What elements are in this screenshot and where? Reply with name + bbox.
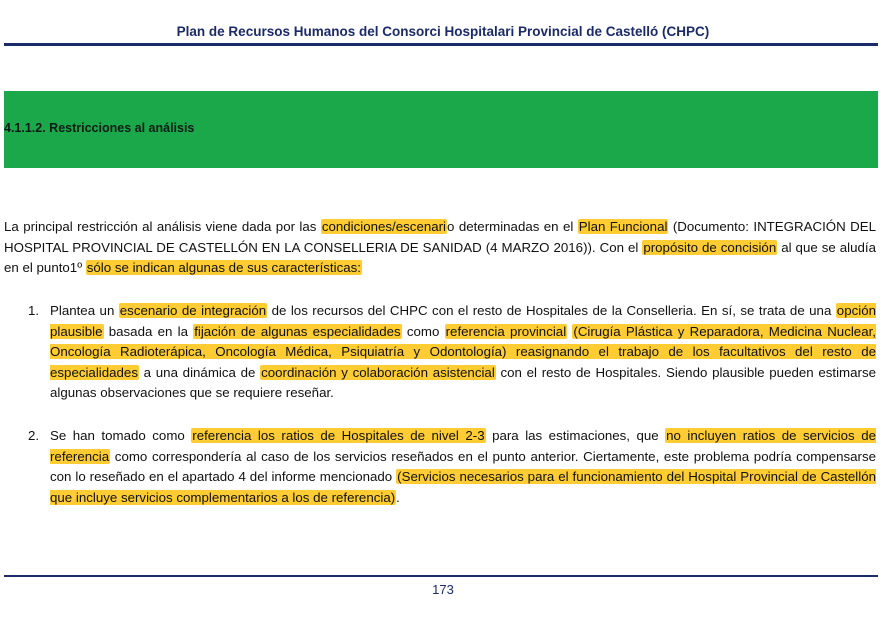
item-text: . xyxy=(396,489,400,505)
highlight: (Servicios necesarios para el funcionamiento del Hospital Provincial de Castellón que incluye servicios complementarios a los de referencia) xyxy=(50,469,877,505)
item-text: Plantea un xyxy=(50,303,119,318)
header-divider xyxy=(4,43,878,46)
highlight: referencia provincial xyxy=(445,323,567,339)
intro-paragraph xyxy=(4,217,876,279)
highlight: propósito de concisión xyxy=(643,239,777,255)
highlight: coordinación y colaboración asistencial xyxy=(261,364,495,380)
highlight: no incluyen ratios de servicios de referencia xyxy=(50,428,876,464)
footer-divider xyxy=(4,575,878,577)
intro-text: (Documento: INTEGRACIÓN DEL HOSPITAL PROVINCIAL DE CASTELLÓN EN LA CONSELLERIA DE SANIDAD (4 MARZO 2016)). Con el xyxy=(4,219,876,255)
item-text: Se han tomado como xyxy=(50,428,192,443)
item-text: a una dinámica de xyxy=(138,364,261,380)
intro-text: al que se aludía en el punto1º xyxy=(4,239,876,276)
item-text: como xyxy=(401,323,445,339)
list-item-text xyxy=(50,426,876,508)
highlight: condiciones/escenari xyxy=(321,219,447,235)
highlight: referencia los ratios de Hospitales de nivel 2-3 xyxy=(192,428,485,443)
highlight: sólo se indican algunas de sus características: xyxy=(86,260,361,276)
item-text: basada en la xyxy=(103,323,194,339)
page-number: 173 xyxy=(432,582,454,597)
section-heading-band xyxy=(4,91,878,168)
item-text: con el resto de Hospitales. Siendo plausible pueden estimarse algunas observaciones que se requiere reseñar. xyxy=(50,364,876,400)
highlight: Plan Funcional xyxy=(578,219,668,235)
intro-text: La principal restricción al análisis viene dada por las xyxy=(4,219,321,235)
section-title: 4.1.1.2. Restricciones al análisis xyxy=(4,121,195,135)
list-item xyxy=(28,301,876,404)
item-text: como correspondería al caso de los servicios reseñados en el punto anterior. Ciertamente, este problema podría compensarse con lo reseñado en el apartado 4 del informe mencionado xyxy=(50,448,876,484)
item-text: para las estimaciones, que xyxy=(485,428,666,443)
highlight: opción plausible xyxy=(50,303,876,339)
list-item xyxy=(28,426,876,508)
item-text: de los recursos del CHPC con el resto de Hospitales de la Conselleria. En sí, se trata de una xyxy=(267,303,836,318)
highlight: escenario de integración xyxy=(119,303,267,318)
list-item-text xyxy=(50,301,876,404)
document-header-title: Plan de Recursos Humanos del Consorci Hospitalari Provincial de Castelló (CHPC) xyxy=(176,24,710,39)
highlight: (Cirugía Plástica y Reparadora, Medicina Nuclear, Oncología Radioterápica, Oncología Médica, Psiquiatría y Odontología) reasignando el trabajo de los facultativos del resto de especialidades xyxy=(50,323,876,380)
intro-text: o determinadas en el xyxy=(447,219,578,235)
list-item-number: 2. xyxy=(28,428,40,443)
highlight: fijación de algunas especialidades xyxy=(194,323,401,339)
list-item-number: 1. xyxy=(28,303,40,318)
